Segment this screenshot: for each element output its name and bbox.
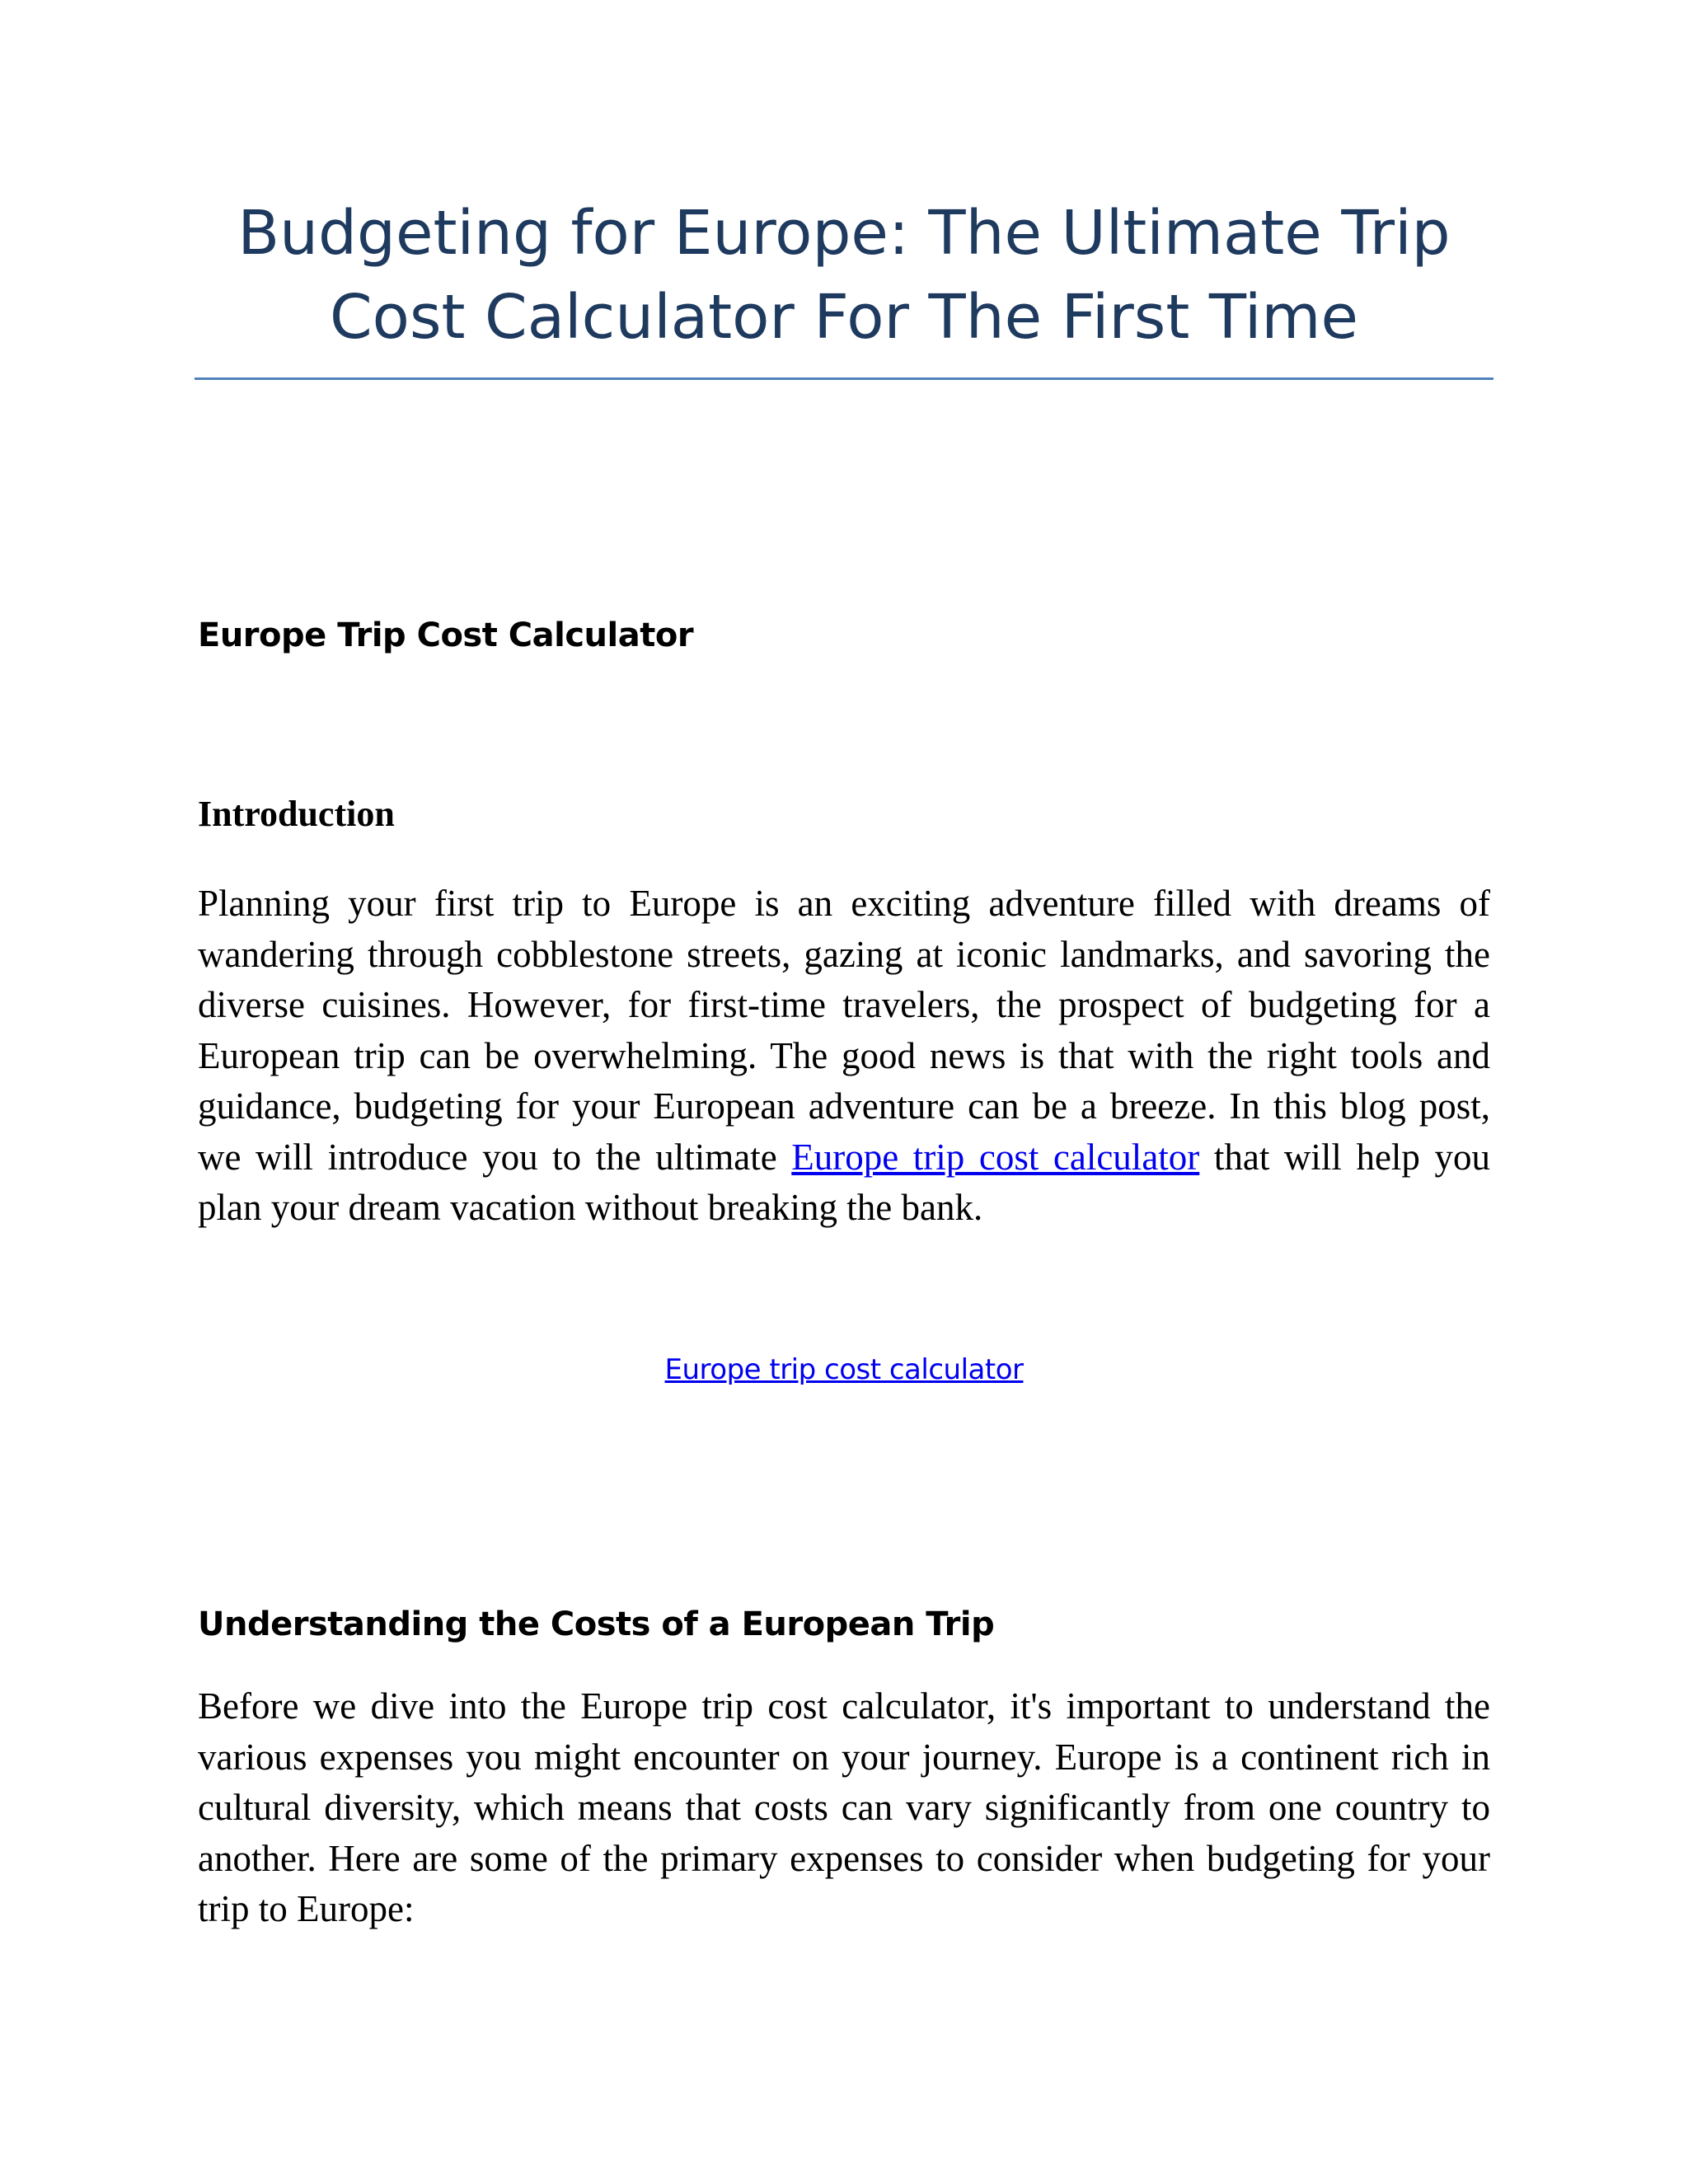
- standalone-calculator-link[interactable]: Europe trip cost calculator: [664, 1353, 1024, 1386]
- costs-paragraph: Before we dive into the Europe trip cost calculator, it's important to understand the various expenses you might encounter on your journey. Europe is a continent rich in cultural diversity, which means that costs can vary significantly from one country to another. Here are some of the primary expenses to consider when budgeting for your trip to Europe:: [198, 1685, 1490, 1929]
- intro-text-before-link: Planning your first trip to Europe is an exciting adventure filled with dreams of wandering through cobblestone streets, gazing at iconic landmarks, and savoring the diverse cuisines. However, for first-time travelers, the prospect of budgeting for a European trip can be overwhelming. The good news is that with the right tools and guidance, budgeting for your European adventure can be a breeze. In this blog post, we will introduce you to the ultimate: [198, 883, 1490, 1178]
- introduction-paragraph: [198, 879, 1490, 1234]
- section-heading-calculator: Europe Trip Cost Calculator: [198, 616, 694, 654]
- standalone-link-container: [0, 1352, 1688, 1388]
- document-title: Budgeting for Europe: The Ultimate Trip Cost Calculator For The First Time: [237, 198, 1451, 353]
- section-heading-costs: Understanding the Costs of a European Trip: [198, 1605, 995, 1643]
- inline-calculator-link[interactable]: Europe trip cost calculator: [791, 1136, 1200, 1178]
- intro-text-after-link: that will help you plan your dream vacation without breaking the bank.: [198, 1136, 1490, 1228]
- section-heading-introduction: Introduction: [198, 794, 395, 834]
- title-underline-rule: [195, 377, 1493, 380]
